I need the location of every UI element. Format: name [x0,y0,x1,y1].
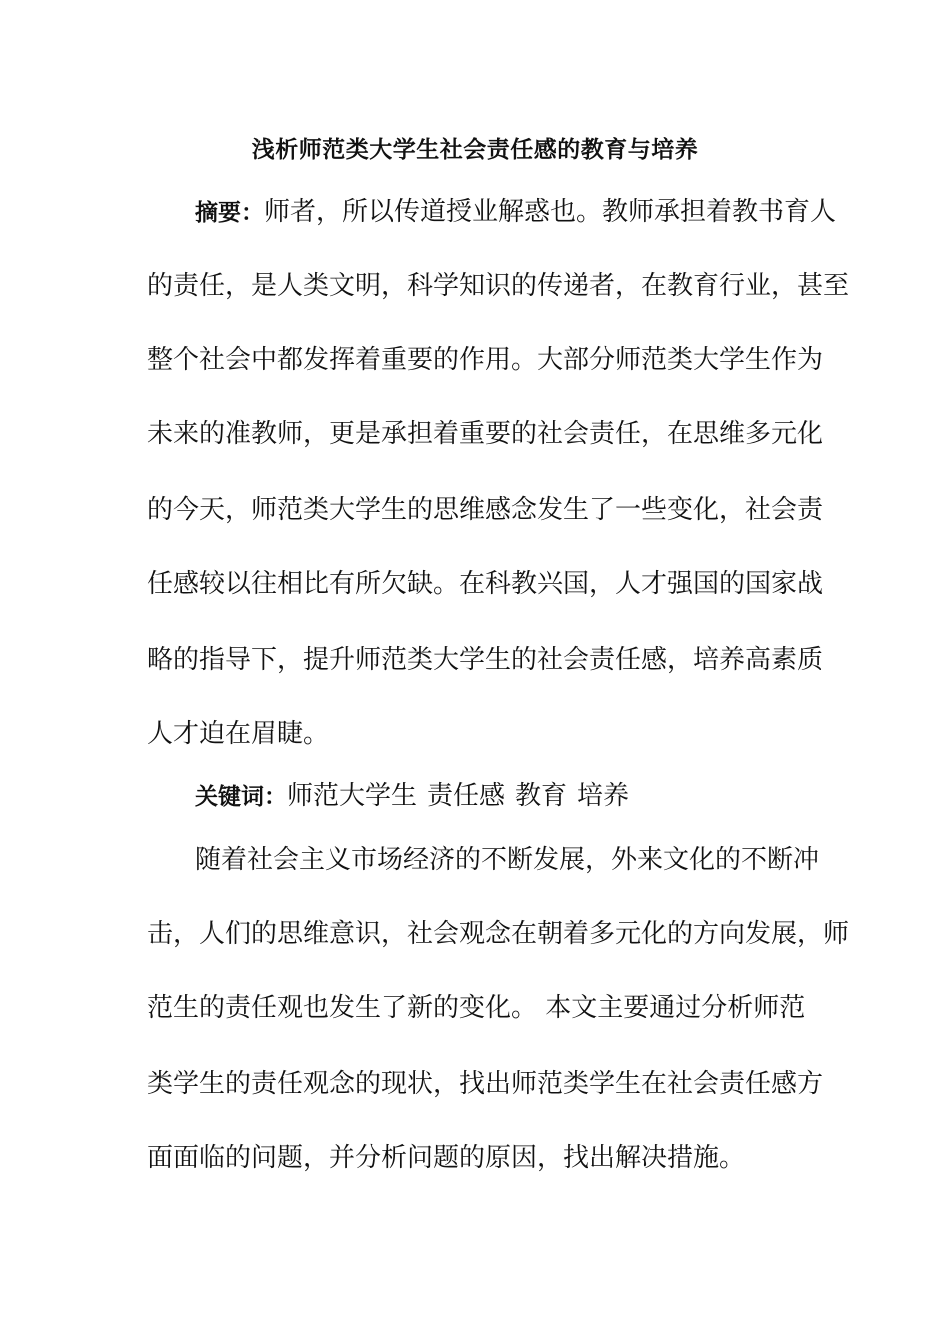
abstract-line-6: 任感较以往相比有所欠缺。在科教兴国，人才强国的国家战 [147,569,824,599]
keyword-item: 培养 [577,781,630,811]
abstract-line-3: 整个社会中都发挥着重要的作用。大部分师范类大学生作为 [147,345,824,375]
abstract-line-5: 的今天，师范类大学生的思维感念发生了一些变化，社会责 [147,495,824,525]
keyword-item: 责任感 [427,781,506,811]
abstract-line-7: 略的指导下，提升师范类大学生的社会责任感，培养高素质 [147,645,824,675]
keywords-line [195,776,807,817]
body-line-4: 类学生的责任观念的现状，找出师范类学生在社会责任感方 [147,1069,824,1099]
abstract-label: 摘要： [195,200,264,226]
abstract-text-1: 师者，所以传道授业解惑也。教师承担着教书育人 [264,197,837,227]
keywords-label: 关键词： [195,784,287,810]
abstract-line-8: 人才迫在眉睫。 [147,719,330,749]
body-line-3: 范生的责任观也发生了新的变化。 本文主要通过分析师范 [147,993,806,1023]
body-line-1: 随着社会主义市场经济的不断发展，外来文化的不断冲 [195,845,820,875]
document-title: 浅析师范类大学生社会责任感的教育与培养 [251,137,699,163]
keyword-item: 教育 [515,781,568,811]
keyword-item: 师范大学生 [287,781,418,811]
abstract-line-1 [195,192,837,233]
body-line-5: 面面临的问题，并分析问题的原因，找出解决措施。 [147,1143,746,1173]
abstract-line-2: 的责任，是人类文明，科学知识的传递者，在教育行业，甚至 [147,271,850,301]
abstract-line-4: 未来的准教师，更是承担着重要的社会责任，在思维多元化 [147,419,824,449]
body-line-2: 击，人们的思维意识，社会观念在朝着多元化的方向发展，师 [147,919,850,949]
